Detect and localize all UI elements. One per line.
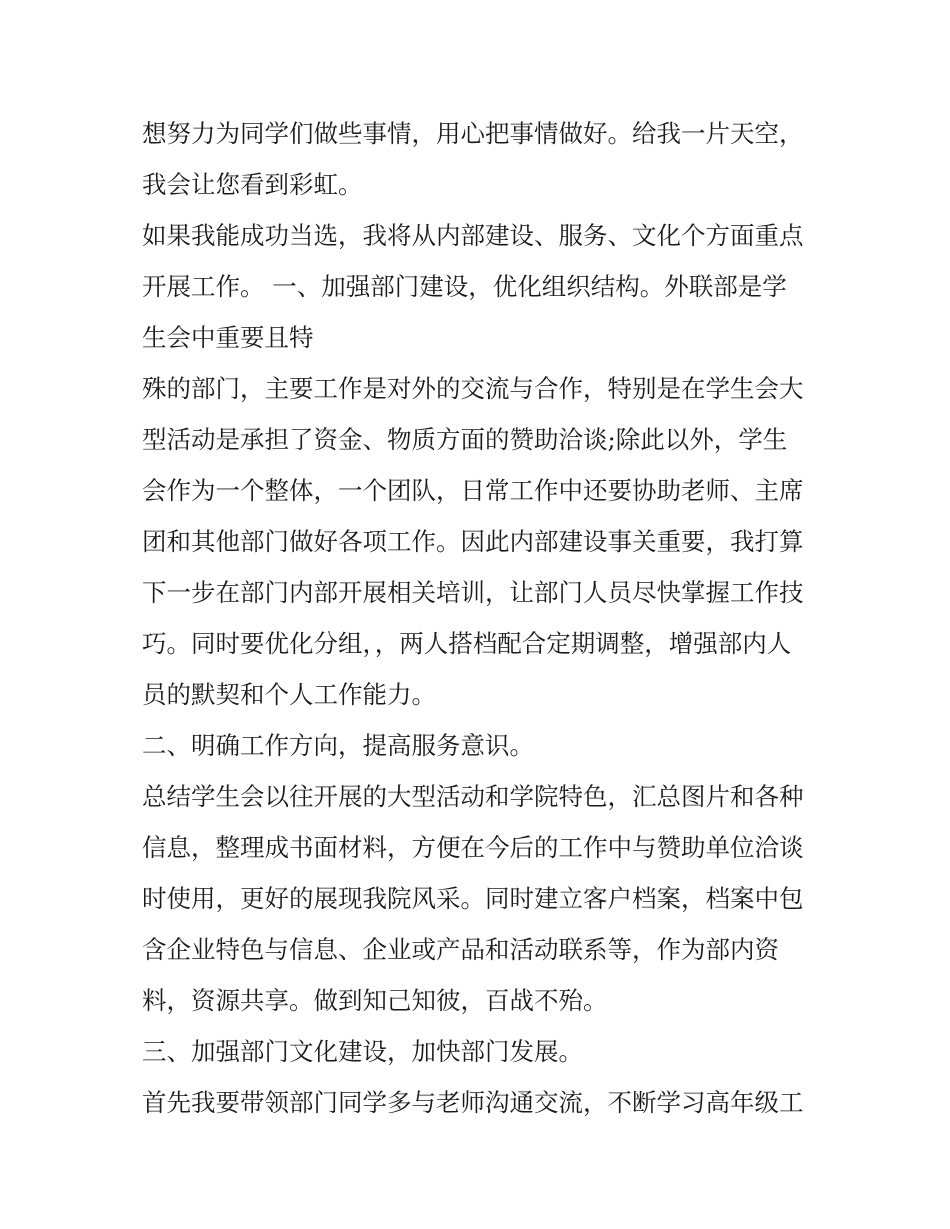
text-line: 料，资源共享。做到知己知彼，百战不殆。 bbox=[142, 986, 608, 1015]
text-line: 总结学生会以往开展的大型活动和学院特色，汇总图片和各种 bbox=[142, 782, 804, 811]
text-line: 首先我要带领部门同学多与老师沟通交流，不断学习高年级工 bbox=[142, 1088, 804, 1117]
text-line: 生会中重要且特 bbox=[142, 323, 314, 352]
text-line: 想努力为同学们做些事情，用心把事情做好。给我一片天空， bbox=[142, 119, 804, 148]
text-line: 下一步在部门内部开展相关培训，让部门人员尽快掌握工作技 bbox=[142, 578, 804, 607]
text-line: 团和其他部门做好各项工作。因此内部建设事关重要，我打算 bbox=[142, 527, 804, 556]
text-line: 我会让您看到彩虹。 bbox=[142, 170, 363, 199]
text-line: 如果我能成功当选，我将从内部建设、服务、文化个方面重点 bbox=[142, 221, 804, 250]
section-heading: 三、加强部门文化建设，加快部门发展。 bbox=[142, 1037, 583, 1066]
text-line: 巧。同时要优化分组，，两人搭档配合定期调整，增强部内人 bbox=[142, 629, 792, 658]
document-body bbox=[142, 108, 822, 1128]
text-line: 含企业特色与信息、企业或产品和活动联系等，作为部内资 bbox=[142, 935, 779, 964]
text-line: 信息，整理成书面材料，方便在今后的工作中与赞助单位洽谈 bbox=[142, 833, 804, 862]
text-line: 型活动是承担了资金、物质方面的赞助洽谈;除此以外，学生 bbox=[142, 425, 788, 454]
text-line: 开展工作。 一、加强部门建设，优化组织结构。外联部是学 bbox=[142, 272, 787, 301]
text-line: 时使用，更好的展现我院风采。同时建立客户档案，档案中包 bbox=[142, 884, 804, 913]
text-line: 殊的部门，主要工作是对外的交流与合作，特别是在学生会大 bbox=[142, 374, 804, 403]
text-line: 会作为一个整体，一个团队，日常工作中还要协助老师、主席 bbox=[142, 476, 804, 505]
text-line: 员的默契和个人工作能力。 bbox=[142, 680, 436, 709]
section-heading: 二、明确工作方向，提高服务意识。 bbox=[142, 731, 534, 760]
